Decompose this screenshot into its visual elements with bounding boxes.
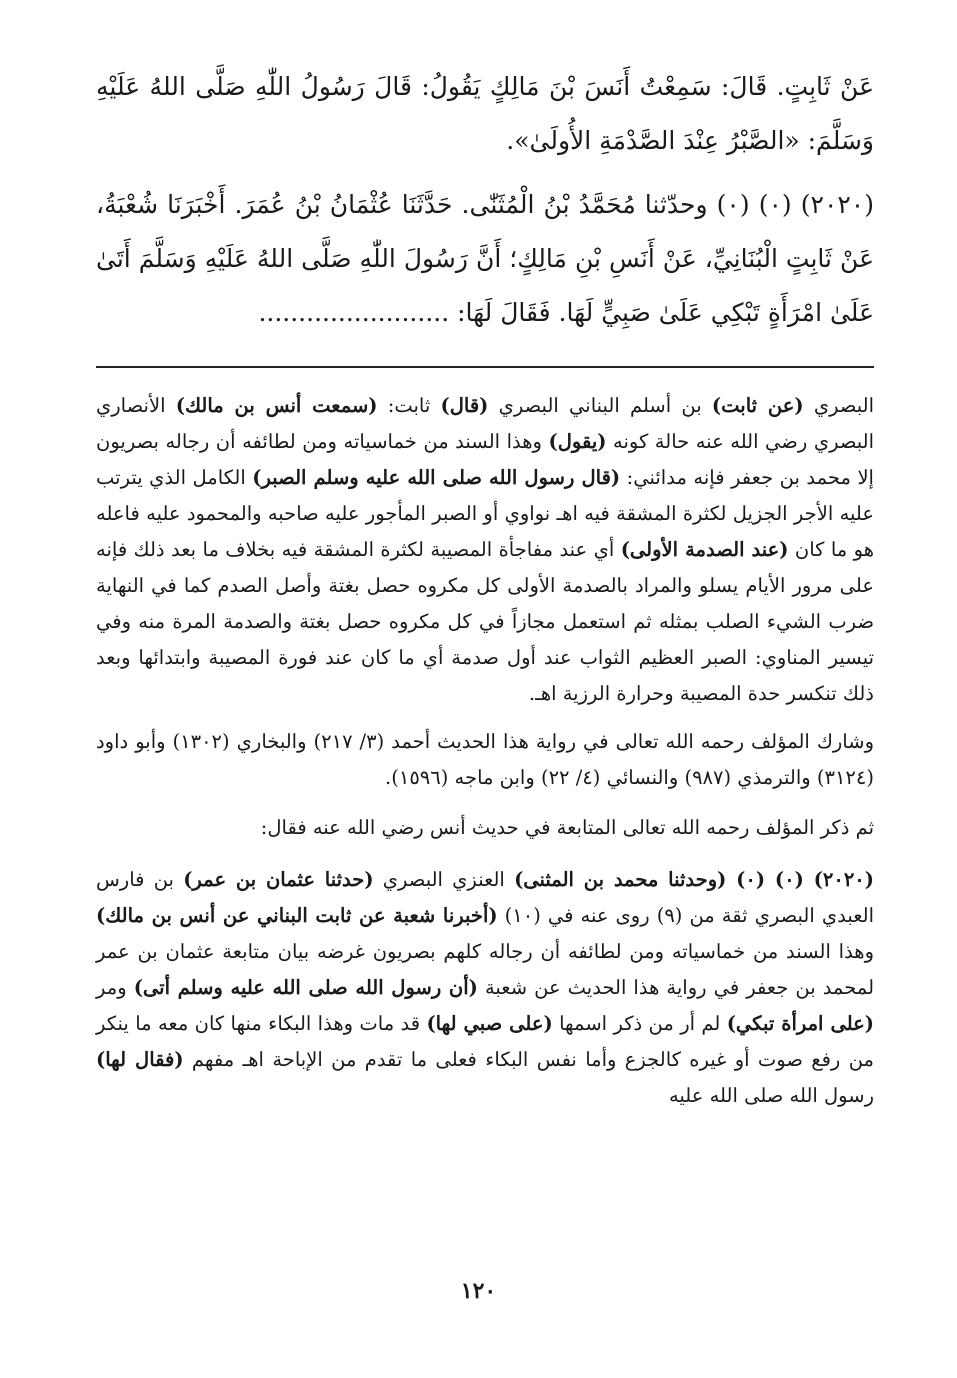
footnote-divider	[96, 366, 874, 368]
bold-quote-fragment: (أخبرنا شعبة عن ثابت البناني عن أنس بن مالك)	[96, 904, 498, 927]
commentary-fragment: ثابت:	[377, 394, 441, 417]
bold-quote-fragment: (فقال لها)	[96, 1048, 184, 1071]
commentary-paragraph-2: وشارك المؤلف رحمه الله تعالى في رواية هذا الحديث أحمد (٣/ ٢١٧) والبخاري (١٣٠٢) وأبو داود (٣١٢٤) والترمذي (٩٨٧) والنسائي (٤/ ٢٢) وابن ماجه (١٥٩٦).	[96, 730, 875, 789]
commentary-paragraph-1	[96, 388, 874, 712]
bold-quote-fragment: (أن رسول الله صلى الله عليه وسلم أتى)	[133, 976, 478, 999]
bold-quote-fragment: (قال رسول الله صلى الله عليه وسلم الصبر)	[252, 466, 621, 489]
bold-quote-fragment: (يقول)	[548, 430, 607, 453]
bold-quote-fragment: (على امرأة تبكي)	[726, 1012, 875, 1035]
bold-quote-fragment: (حدثنا عثمان بن عمر)	[183, 868, 374, 891]
hadith-paragraph-1: عَنْ ثَابِتٍ. قَالَ: سَمِعْتُ أَنَسَ بْنَ مَالِكٍ يَقُولُ: قَالَ رَسُولُ اللّٰهِ صَلَّى اللهُ عَلَيْهِ وَسَلَّمَ: «الصَّبْرُ عِنْدَ الصَّدْمَةِ الأُولَىٰ».	[96, 72, 874, 155]
page-number: ١٢٠	[460, 1278, 497, 1304]
commentary-paragraph-4	[96, 862, 874, 1114]
commentary-fragment: قد مات وهذا البكاء منها كان معه ما ينكر من رفع صوت أو غيره كالجزع وأما نفس البكاء فعلى ما تقدم من الإباحة اهـ مفهم	[96, 1012, 874, 1071]
commentary-paragraph-3: ثم ذكر المؤلف رحمه الله تعالى المتابعة في حديث أنس رضي الله عنه فقال:	[260, 816, 874, 839]
commentary-fragment: رسول الله صلى الله عليه	[668, 1084, 874, 1107]
commentary-fragment: الأنصاري البصري رضي الله عنه حالة كونه	[96, 394, 874, 453]
bold-quote-fragment: (عن ثابت)	[711, 394, 804, 417]
bold-quote-fragment: (سمعت أنس بن مالك)	[175, 394, 378, 417]
commentary-fragment: الكامل الذي يترتب عليه الأجر الجزيل لكثرة المشقة فيه اهـ نواوي أو الصبر المأجور عليه صاحبه والمحمود عليه فاعله هو ما كان	[96, 466, 874, 561]
commentary-fragment: بن أسلم البناني البصري	[488, 394, 712, 417]
commentary-fragment: العنزي البصري	[373, 868, 515, 891]
bold-quote-fragment: (عند الصدمة الأولى)	[620, 538, 789, 561]
commentary-fragment: البصري	[803, 394, 875, 417]
bold-quote-fragment: (على صبي لها)	[426, 1012, 553, 1035]
commentary-fragment: ومر	[96, 976, 134, 999]
commentary-fragment: بن فارس العبدي البصري ثقة من (٩) روى عنه في (١٠)	[96, 868, 874, 927]
bold-quote-fragment: (قال)	[440, 394, 489, 417]
commentary-fragment: وهذا السند من خماسياته ومن لطائفه أن رجاله كلهم بصريون غرضه بيان متابعة عثمان بن عمر لمحمد بن جعفر في رواية هذا الحديث عن شعبة	[96, 940, 875, 999]
hadith-paragraph-2: (٢٠٢٠) (٠) (٠) وحدّثنا مُحَمَّدُ بْنُ الْمُثَنّٰى. حَدَّثَنَا عُثْمَانُ بْنُ عُمَرَ. أَخْبَرَنَا شُعْبَةُ، عَنْ ثَابِتٍ الْبُنَانِيِّ، عَنْ أَنَسِ بْنِ مَالِكٍ؛ أَنَّ رَسُولَ اللّٰهِ صَلَّى اللهُ عَلَيْهِ وَسَلَّمَ أَتَىٰ عَلَىٰ امْرَأَةٍ تَبْكِي عَلَىٰ صَبِيٍّ لَهَا. فَقَالَ لَهَا: ........................	[96, 190, 874, 327]
page-body	[96, 60, 874, 1114]
hadith-text	[96, 60, 874, 340]
commentary-fragment: وهذا السند من خماسياته ومن لطائفه أن رجاله بصريون إلا محمد بن جعفر فإنه مدائني:	[96, 430, 874, 489]
bold-quote-fragment: (٢٠٢٠) (٠) (٠) (وحدثنا محمد بن المثنى)	[514, 868, 875, 891]
commentary-fragment: أي عند مفاجأة المصيبة لكثرة المشقة فيه بخلاف ما بعد ذلك فإنه على مرور الأيام يسلو والمراد بالصدمة الأولى كل مكروه حصل بغتة وأصل الصدم كما في النهاية ضرب الشيء الصلب بمثله ثم استعمل مجازاً في كل مكروه حصل بغتة والصدمة المرة منه وفي تيسير المناوي: الصبر العظيم الثواب عند أول صدمة أي ما كان عند فورة المصيبة وابتدائها وبعد ذلك تنكسر حدة المصيبة وحرارة الرزية اهـ.	[96, 538, 874, 705]
commentary-fragment: لم أر من ذكر اسمها	[552, 1012, 727, 1035]
commentary-text	[96, 388, 874, 1114]
